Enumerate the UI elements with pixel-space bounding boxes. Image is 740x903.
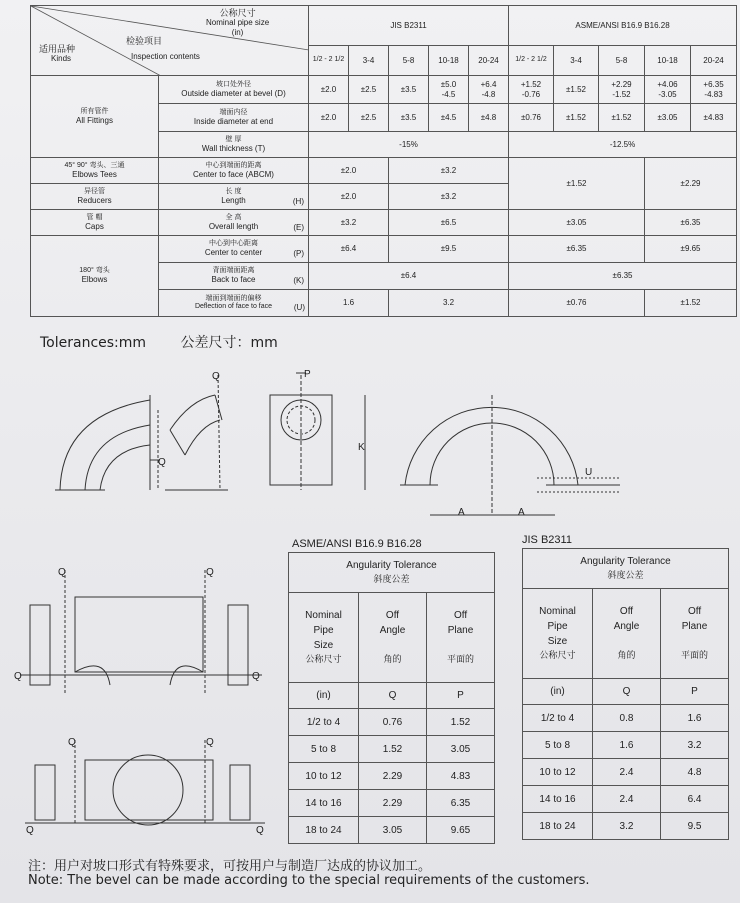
cell: ±1.52 — [554, 76, 599, 104]
jis-header: JIS B2311 — [309, 6, 509, 46]
cell: ±6.35 — [509, 263, 737, 290]
cell: 5 to 8 — [289, 736, 359, 763]
cell: -15% — [309, 132, 509, 158]
size-jis-2: 3-4 — [349, 46, 389, 76]
cell: 18 to 24 — [523, 813, 593, 840]
jis-angularity-title: JIS B2311 — [522, 534, 572, 546]
label-q: Q — [158, 457, 166, 468]
col-off-angle: Off Angle 角的 — [359, 593, 427, 683]
cell: 2.4 — [593, 759, 661, 786]
asme-angularity-table — [288, 552, 495, 844]
nominal-unit: (in) — [231, 27, 244, 37]
angularity-heading: Angularity Tolerance 斜度公差 — [289, 553, 495, 593]
jis-angularity-table — [522, 548, 729, 840]
cell: 0.8 — [593, 705, 661, 732]
cell: 1.6 — [661, 705, 729, 732]
cell: 1.6 — [593, 732, 661, 759]
cell: +1.52 -0.76 — [509, 76, 554, 104]
cell: ±3.2 — [389, 158, 509, 184]
kinds-label-zh: 适用品种 — [39, 44, 76, 54]
col-nominal: Nominal Pipe Size 公称尺寸 — [523, 589, 593, 679]
cell: ±6.35 — [509, 236, 645, 263]
size-jis-5: 20-24 — [469, 46, 509, 76]
cell: +6.4 -4.8 — [469, 76, 509, 104]
nominal-label-zh: 公称尺寸 — [219, 8, 256, 18]
cell: 4.8 — [661, 759, 729, 786]
kind-caps: 管 帽 Caps — [31, 210, 159, 236]
angularity-heading: Angularity Tolerance 斜度公差 — [523, 549, 729, 589]
cell: ±1.52 — [554, 104, 599, 132]
cell: 6.35 — [427, 790, 495, 817]
cell: 1.52 — [427, 709, 495, 736]
asme-angularity-title: ASME/ANSI B16.9 B16.28 — [292, 538, 422, 550]
label-a: A — [518, 507, 525, 518]
label-q: Q — [212, 371, 220, 382]
inspection-label-zh: 检验项目 — [126, 36, 163, 46]
cell: ±4.83 — [691, 104, 737, 132]
cell: ±6.4 — [309, 263, 509, 290]
cell: 9.5 — [661, 813, 729, 840]
cell: +4.06 -3.05 — [645, 76, 691, 104]
kinds-label-en: Kinds — [51, 54, 72, 64]
note-en: Note: The bevel can be made according to the special requirements of the customers. — [28, 873, 590, 888]
cell: P — [661, 679, 729, 705]
col-off-angle: Off Angle 角的 — [593, 589, 661, 679]
inspection-label-en: Inspection contents — [131, 52, 200, 61]
cell: ±6.5 — [389, 210, 509, 236]
cell: ±0.76 — [509, 290, 645, 317]
item-outside-diameter: 坡口处外径 Outside diameter at bevel (D) — [159, 76, 309, 104]
cell: 1/2 to 4 — [289, 709, 359, 736]
cell: 2.4 — [593, 786, 661, 813]
cell: ±9.5 — [389, 236, 509, 263]
item-length: 长 度 Length (H) — [159, 184, 309, 210]
label-q: Q — [58, 567, 66, 578]
cell: ±3.5 — [389, 76, 429, 104]
cell: ±2.0 — [309, 104, 349, 132]
cell: ±4.5 — [429, 104, 469, 132]
cell: ±2.0 — [309, 184, 389, 210]
item-center-to-center: 中心到中心距离 Center to center (P) — [159, 236, 309, 263]
cell: 14 to 16 — [523, 786, 593, 813]
cell: ±1.52 — [645, 290, 737, 317]
cell: ±2.29 — [645, 158, 737, 210]
cell: ±1.52 — [599, 104, 645, 132]
cell: +6.35 -4.83 — [691, 76, 737, 104]
cell: 3.05 — [427, 736, 495, 763]
header-diagonal-cell — [31, 6, 309, 76]
size-asme-3: 5-8 — [599, 46, 645, 76]
cell: 2.29 — [359, 790, 427, 817]
cell: (in) — [523, 679, 593, 705]
nominal-label-en: Nominal pipe size — [206, 18, 270, 28]
cell: ±4.8 — [469, 104, 509, 132]
cell: ±3.05 — [645, 104, 691, 132]
label-q: Q — [14, 671, 22, 682]
kind-all-fittings: 所有管件 All Fittings — [31, 76, 159, 158]
cell: 10 to 12 — [289, 763, 359, 790]
tolerances-unit-note — [40, 332, 308, 352]
cell: 3.2 — [593, 813, 661, 840]
col-nominal: Nominal Pipe Size 公称尺寸 — [289, 593, 359, 683]
cell: 1.52 — [359, 736, 427, 763]
tee-side-drawing — [270, 373, 332, 490]
note-zh: 注：用户对坡口形式有特殊要求，可按用户与制造厂达成的协议加工。 — [28, 859, 432, 874]
label-q: Q — [256, 825, 264, 836]
item-overall-length: 全 高 Overall length (E) — [159, 210, 309, 236]
kind-elbows-tees: 45° 90° 弯头、三通 Elbows Tees — [31, 158, 159, 184]
item-wall-thickness: 壁 厚 Wall thickness (T) — [159, 132, 309, 158]
cell: 14 to 16 — [289, 790, 359, 817]
col-off-plane: Off Plane 平面的 — [661, 589, 729, 679]
cell: ±0.76 — [509, 104, 554, 132]
label-q: Q — [252, 671, 260, 682]
cell: 5 to 8 — [523, 732, 593, 759]
cell: Q — [593, 679, 661, 705]
cell: ±3.05 — [509, 210, 645, 236]
tolerance-table — [30, 5, 737, 317]
cell: ±5.0 -4.5 — [429, 76, 469, 104]
cell: P — [427, 683, 495, 709]
label-u: U — [585, 467, 593, 478]
cell: ±9.65 — [645, 236, 737, 263]
cell: 3.2 — [661, 732, 729, 759]
size-asme-2: 3-4 — [554, 46, 599, 76]
cell: 3.05 — [359, 817, 427, 844]
cell: ±3.2 — [309, 210, 389, 236]
cell: 6.4 — [661, 786, 729, 813]
cell: 9.65 — [427, 817, 495, 844]
cell: 0.76 — [359, 709, 427, 736]
asme-header: ASME/ANSI B16.9 B16.28 — [509, 6, 737, 46]
label-q: Q — [68, 737, 76, 748]
cell: ±3.2 — [389, 184, 509, 210]
item-back-to-face: 背面端面距离 Back to face (K) — [159, 263, 309, 290]
label-k: K — [358, 442, 365, 453]
label-q: Q — [206, 567, 214, 578]
elbow-45-drawing — [165, 375, 228, 490]
cell: ±2.0 — [309, 158, 389, 184]
col-off-plane: Off Plane 平面的 — [427, 593, 495, 683]
cell: ±2.5 — [349, 104, 389, 132]
label-p: P — [304, 369, 311, 380]
cell: ±3.5 — [389, 104, 429, 132]
size-asme-1: 1/2 - 2 1/2 — [509, 46, 554, 76]
cell: 2.29 — [359, 763, 427, 790]
cell: 4.83 — [427, 763, 495, 790]
cell: Q — [359, 683, 427, 709]
item-deflection: 端面到端面的偏移 Deflection of face to face (U) — [159, 290, 309, 317]
tee-top-drawing — [25, 740, 265, 825]
cell: -12.5% — [509, 132, 737, 158]
item-inside-diameter: 端面内径 Inside diameter at end — [159, 104, 309, 132]
size-jis-1: 1/2 - 2 1/2 — [309, 46, 349, 76]
cell: ±2.0 — [309, 76, 349, 104]
kind-reducers: 异径管 Reducers — [31, 184, 159, 210]
cell: (in) — [289, 683, 359, 709]
cell: ±6.4 — [309, 236, 389, 263]
size-jis-3: 5-8 — [389, 46, 429, 76]
kind-elbows-180: 180° 弯头 Elbows — [31, 236, 159, 317]
cell: +2.29 -1.52 — [599, 76, 645, 104]
label-q: Q — [206, 737, 214, 748]
size-jis-4: 10-18 — [429, 46, 469, 76]
label-a: A — [458, 507, 465, 518]
tee-front-drawing — [20, 570, 262, 695]
cell: 3.2 — [389, 290, 509, 317]
label-q: Q — [26, 825, 34, 836]
tolerances-en: Tolerances:mm — [40, 335, 147, 351]
tolerances-zh: 公差尺寸：mm — [180, 335, 278, 351]
size-asme-5: 20-24 — [691, 46, 737, 76]
cell: ±2.5 — [349, 76, 389, 104]
cell: 1/2 to 4 — [523, 705, 593, 732]
cell: ±6.35 — [645, 210, 737, 236]
cell: ±1.52 — [509, 158, 645, 210]
elbow-90-drawing — [55, 395, 160, 490]
cell: 1.6 — [309, 290, 389, 317]
cell: 10 to 12 — [523, 759, 593, 786]
elbow-180-drawing — [365, 395, 620, 515]
size-asme-4: 10-18 — [645, 46, 691, 76]
item-center-to-face: 中心到端面的距离 Center to face (ABCM) — [159, 158, 309, 184]
cell: 18 to 24 — [289, 817, 359, 844]
